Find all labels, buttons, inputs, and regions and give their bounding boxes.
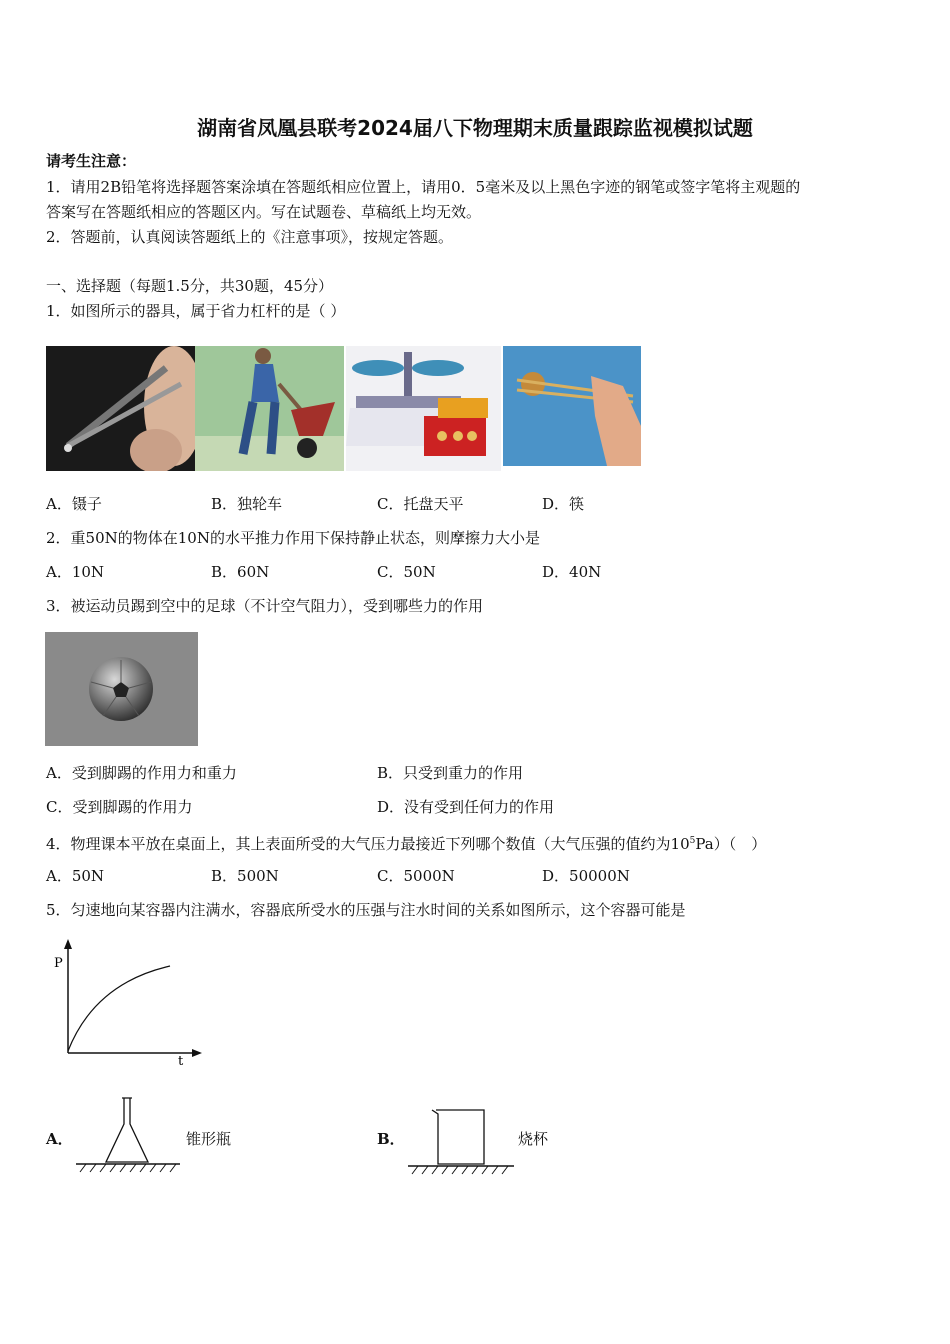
- conical-flask-icon: [74, 1094, 184, 1178]
- q2-option-d: D．40N: [542, 563, 602, 581]
- notice-line-1b: 答案写在答题纸相应的答题区内。写在试题卷、草稿纸上均无效。: [46, 203, 482, 221]
- q3-option-c: C．受到脚踢的作用力: [46, 798, 193, 816]
- balance-scale-image: [346, 346, 501, 471]
- q4-stem-pre: 4．物理课本平放在桌面上，其上表面所受的大气压力最接近下列哪个数值（大气压强的值约为10: [46, 835, 690, 853]
- pressure-time-graph: [46, 935, 216, 1070]
- q1-option-c: C．托盘天平: [377, 495, 464, 513]
- q1-option-a: A．镊子: [46, 495, 102, 513]
- q4-option-a: A．50N: [46, 867, 105, 885]
- q3-option-a: A．受到脚踢的作用力和重力: [46, 764, 237, 782]
- wheelbarrow-image: [195, 346, 344, 471]
- q2-option-b: B．60N: [211, 563, 270, 581]
- q4-stem-exponent: 5: [689, 836, 696, 846]
- q4-option-b: B．500N: [211, 867, 279, 885]
- q1-option-d: D．筷: [542, 495, 585, 513]
- q4-option-d: D．50000N: [542, 867, 630, 885]
- beaker-icon: [406, 1104, 518, 1180]
- q5-option-a-name: 锥形瓶: [186, 1130, 232, 1148]
- q3-stem: 3．被运动员踢到空中的足球（不计空气阻力），受到哪些力的作用: [46, 597, 484, 615]
- q1-option-b: B．独轮车: [211, 495, 283, 513]
- section-heading: 一、选择题（每题1.5分，共30题，45分）: [46, 277, 334, 295]
- page-title: 湖南省凤凰县联考2024届八下物理期末质量跟踪监视模拟试题: [197, 116, 753, 140]
- graph-x-arrow: [192, 1049, 202, 1057]
- q4-option-c: C．5000N: [377, 867, 455, 885]
- tweezers-image: [46, 346, 195, 471]
- q2-option-c: C．50N: [377, 563, 436, 581]
- chopsticks-image: [503, 346, 641, 466]
- q2-option-a: A．10N: [46, 563, 105, 581]
- q5-option-a-label: A．: [46, 1130, 73, 1148]
- q1-stem: 1．如图所示的器具，属于省力杠杆的是（ ）: [46, 302, 346, 320]
- q4-stem-post: Pa）（ ）: [695, 835, 767, 853]
- notice-line-1: 1．请用2B铅笔将选择题答案涂填在答题纸相应位置上，请用0．5毫米及以上黑色字迹的钢笔或签字笔将主观题的: [46, 178, 801, 196]
- q5-option-b-label: B．: [377, 1130, 405, 1148]
- graph-curve: [68, 966, 170, 1051]
- graph-x-label: t: [178, 1054, 184, 1069]
- q5-stem: 5．匀速地向某容器内注满水，容器底所受水的压强与注水时间的关系如图所示，这个容器可能是: [46, 901, 686, 919]
- graph-y-label: P: [54, 956, 63, 971]
- q3-option-d: D．没有受到任何力的作用: [377, 798, 555, 816]
- football-image: [45, 632, 198, 746]
- q5-option-b-name: 烧杯: [518, 1130, 549, 1148]
- q2-stem: 2．重50N的物体在10N的水平推力作用下保持静止状态，则摩擦力大小是: [46, 529, 540, 547]
- graph-y-arrow: [64, 939, 72, 949]
- notice-heading: 请考生注意：: [46, 152, 137, 170]
- q3-option-b: B．只受到重力的作用: [377, 764, 524, 782]
- notice-line-2: 2．答题前，认真阅读答题纸上的《注意事项》，按规定答题。: [46, 228, 454, 246]
- q4-stem: [46, 831, 766, 854]
